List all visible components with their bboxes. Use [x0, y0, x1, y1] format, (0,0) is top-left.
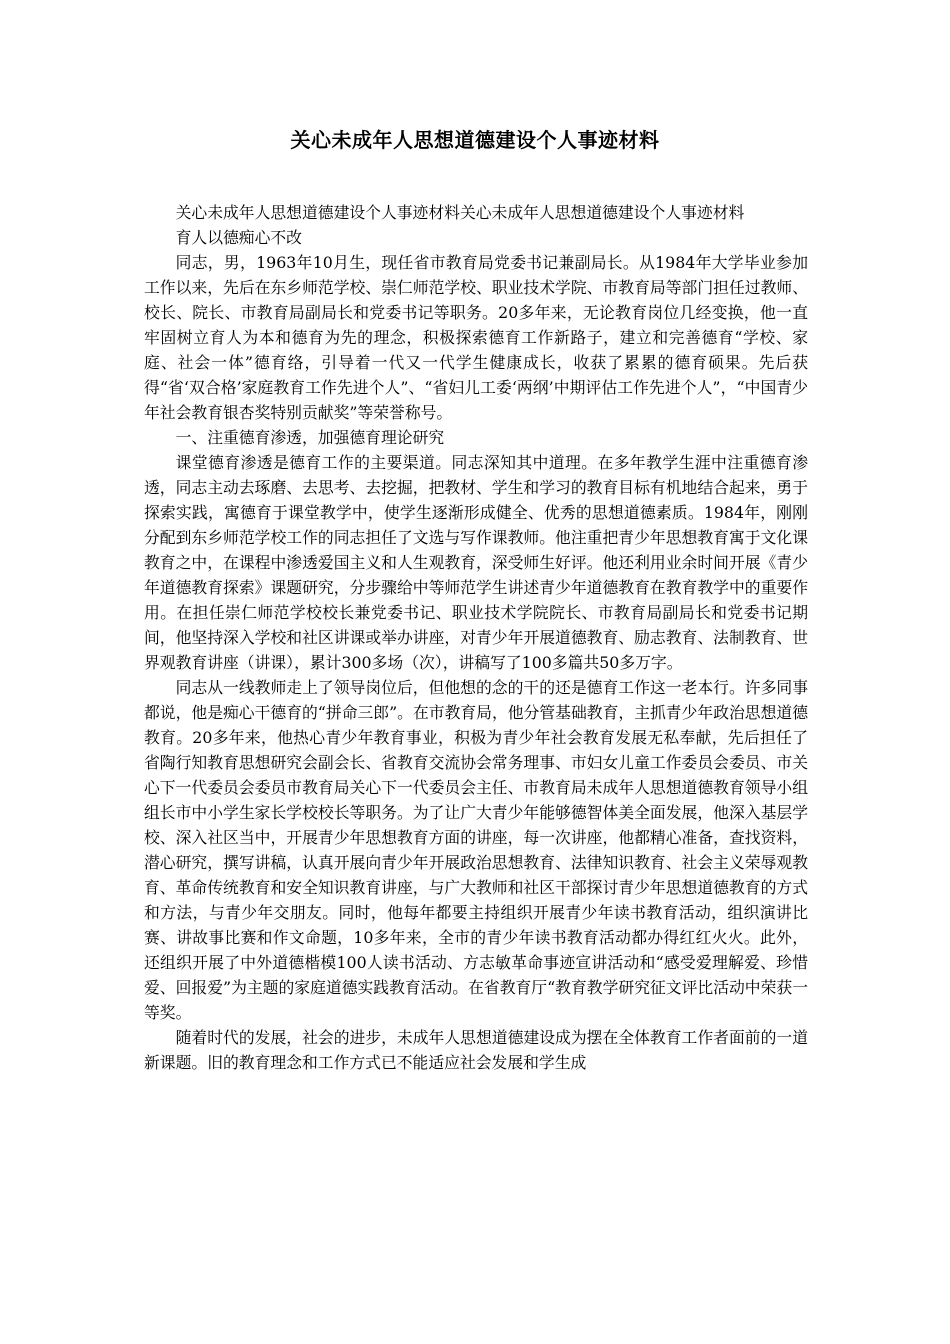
paragraph: 同志，男，1963年10月生，现任省市教育局党委书记兼副局长。从1984年大学毕业参加工作以来，先后在东乡师范学校、崇仁师范学校、职业技术学院、市教育局等部门担任过教师、校长、院长、市教育局副局长和党委书记等职务。20多年来，无论教育岗位几经变换，他一直牢固树立育人为本和德育为先的理念，积极探索德育工作新路子，建立和完善德育“学校、家庭、社会一体”德育络，引导着一代又一代学生健康成长，收获了累累的德育硕果。先后获得“省‘双合格’家庭教育工作先进个人”、“省妇儿工委‘两纲’中期评估工作先进个人”，“中国青少年社会教育银杏奖特别贡献奖”等荣誉称号。: [144, 253, 808, 422]
paragraph: 关心未成年人思想道德建设个人事迹材料关心未成年人思想道德建设个人事迹材料: [175, 203, 745, 222]
paragraph: 育人以德痴心不改: [175, 228, 302, 247]
section-heading: 一、注重德育渗透，加强德育理论研究: [175, 428, 445, 447]
document-title: 关心未成年人思想道德建设个人事迹材料: [290, 128, 660, 152]
paragraph: 同志从一线教师走上了领导岗位后，但他想的念的干的还是德育工作这一老本行。许多同事都说，他是痴心干德育的“拼命三郎”。在市教育局，他分管基础教育，主抓青少年政治思想道德教育。20多年来，他热心青少年教育事业，积极为青少年社会教育发展无私奉献，先后担任了省陶行知教育思想研究会副会长、省教育交流协会常务理事、市妇女儿童工作委员会委员、市关心下一代委员会委员市教育局关心下一代委员会主任、市教育局未成年人思想道德教育领导小组组长市中小学生家长学校校长等职务。为了让广大青少年能够德智体美全面发展，他深入基层学校、深入社区当中，开展青少年思想教育方面的讲座，每一次讲座，他都精心准备，查找资料，潜心研究，撰写讲稿，认真开展向青少年开展政治思想教育、法律知识教育、社会主义荣辱观教育、革命传统教育和安全知识教育讲座，与广大教师和社区干部探讨青少年思想道德教育的方式和方法，与青少年交朋友。同时，他每年都要主持组织开展青少年读书教育活动，组织演讲比赛、讲故事比赛和作文命题，10多年来，全市的青少年读书教育活动都办得红红火火。此外，还组织开展了中外道德楷模100人读书活动、方志敏革命事迹宣讲活动和“感受爱理解爱、珍惜爱、回报爱”为主题的家庭道德实践教育活动。在省教育厅“教育教学研究征文评比活动中荣获一等奖。: [144, 678, 808, 1022]
paragraph: 随着时代的发展，社会的进步，未成年人思想道德建设成为摆在全体教育工作者面前的一道新课题。旧的教育理念和工作方式已不能适应社会发展和学生成: [144, 1028, 808, 1072]
document-body: [144, 200, 808, 1075]
paragraph: 课堂德育渗透是德育工作的主要渠道。同志深知其中道理。在多年教学生涯中注重德育渗透，同志主动去琢磨、去思考、去挖掘，把教材、学生和学习的教育目标有机地结合起来，勇于探索实践，寓德育于课堂教学中，使学生逐渐形成健全、优秀的思想道德素质。1984年，刚刚分配到东乡师范学校工作的同志担任了文选与写作课教师。他注重把青少年思想教育寓于文化课教育之中，在课程中渗透爱国主义和人生观教育，深受师生好评。他还利用业余时间开展《青少年道德教育探索》课题研究，分步骤给中等师范学生讲述青少年道德教育在教育教学中的重要作用。在担任崇仁师范学校校长兼党委书记、职业技术学院院长、市教育局副局长和党委书记期间，他坚持深入学校和社区讲课或举办讲座，对青少年开展道德教育、励志教育、法制教育、世界观教育讲座（讲课），累计300多场（次），讲稿写了100多篇共50多万字。: [144, 453, 808, 672]
